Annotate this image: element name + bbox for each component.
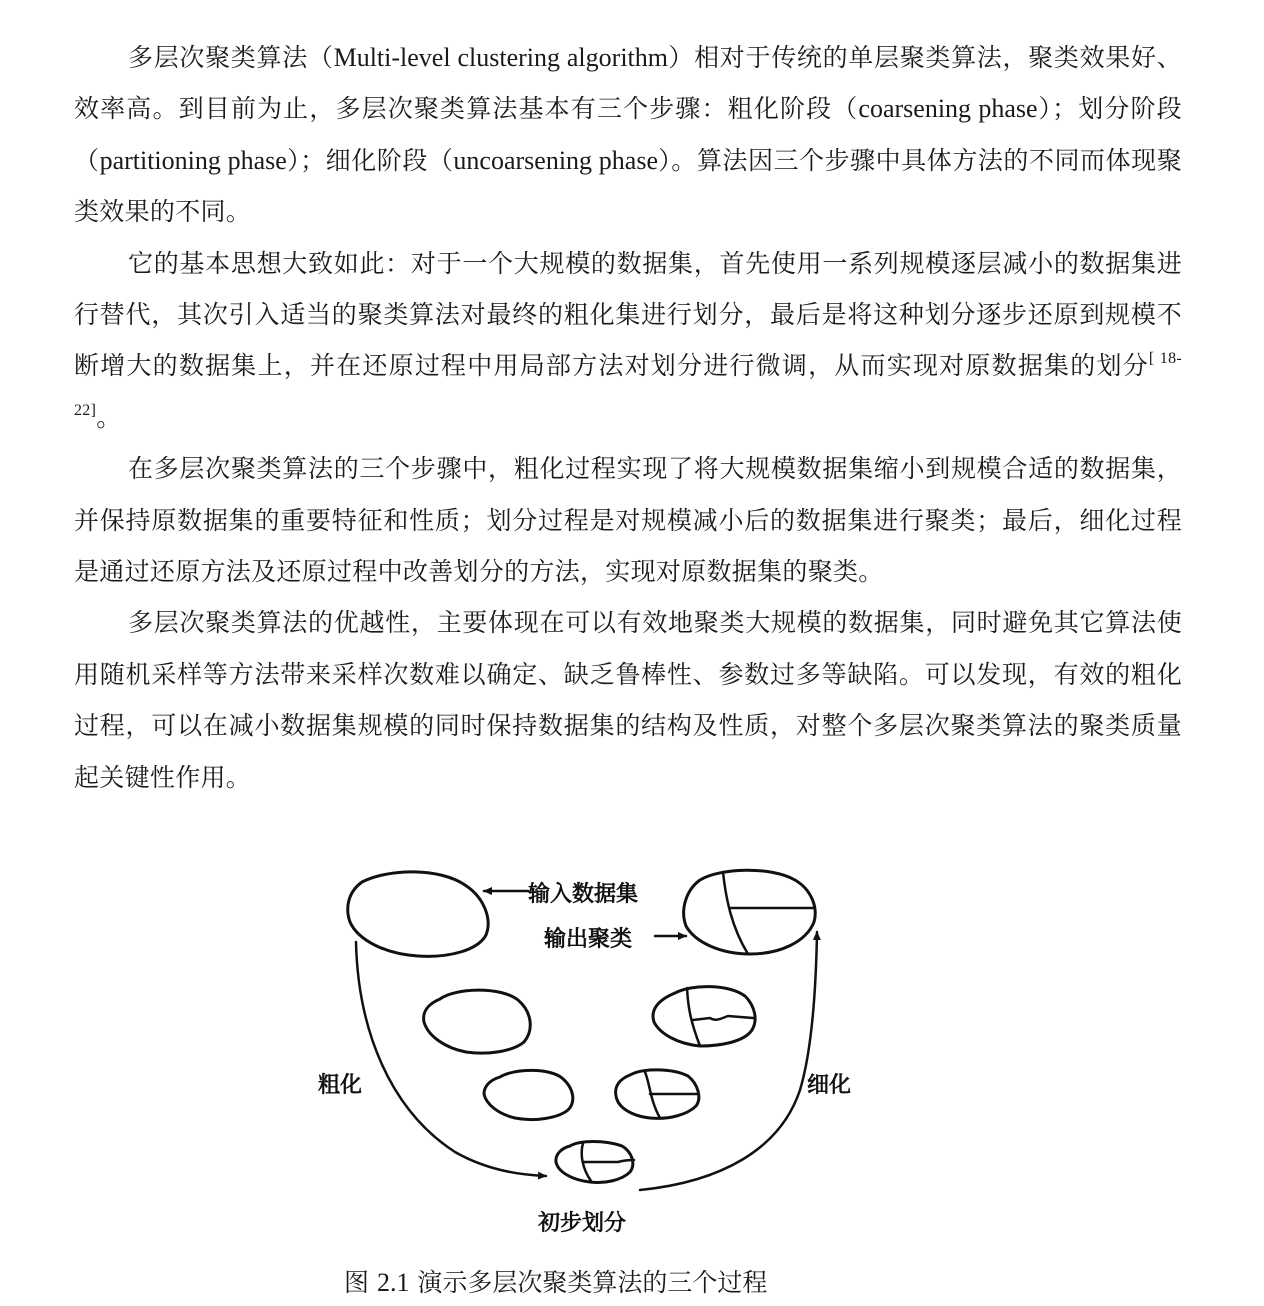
text-run: 它的基本思想大致如此：对于一个大规模的数据集，首先使用一系列规模逐层减小的数据集进行替代，其次引入适当的聚类算法对最终的粗化集进行划分，最后是将这种划分逐步还原到规模不断增大的数据集上，并在还原过程中用局部方法对划分进行微调，从而实现对原数据集的划分	[74, 248, 1182, 381]
output-clusters-ellipse	[684, 870, 816, 954]
caption-prefix: 图	[344, 1268, 377, 1297]
citation-superscript: [ 18-22]	[74, 350, 1182, 419]
diagram-svg	[300, 850, 900, 1250]
coarsened-ellipse-1	[424, 990, 531, 1053]
caption-text: 演示多层次聚类算法的三个过程	[409, 1268, 768, 1297]
figure-caption	[344, 1263, 767, 1299]
uncoarsening-arc	[640, 932, 817, 1190]
latin-term: coarsening phase	[858, 94, 1038, 124]
coarsening-arc	[356, 942, 546, 1176]
text-run: ）相对于传统的单层聚类算法，聚类效果好、效率高。到目前为止，多层次聚类算法基本有三个步骤：粗化阶段（	[74, 43, 1182, 124]
coarsened-ellipse-2	[484, 1070, 573, 1119]
document-page	[74, 32, 1182, 803]
refined-ellipse-2	[616, 1070, 699, 1119]
label-initial-partition: 初步划分	[538, 1211, 627, 1236]
figure-multilevel-clustering	[300, 850, 900, 1250]
text-run: 多层次聚类算法的优越性，主要体现在可以有效地聚类大规模的数据集，同时避免其它算法使用随机采样等方法带来采样次数难以确定、缺乏鲁棒性、参数过多等缺陷。可以发现，有效的粗化过程，可以在减小数据集规模的同时保持数据集的结构及性质，对整个多层次聚类算法的聚类质量起关键性作用。	[74, 608, 1182, 792]
label-input-dataset: 输入数据集	[528, 882, 639, 907]
caption-number: 2.1	[376, 1268, 410, 1297]
initial-partition-ellipse	[556, 1142, 634, 1183]
label-coarsening: 粗化	[318, 1073, 363, 1098]
paragraph-2	[74, 238, 1182, 444]
input-dataset-ellipse	[348, 872, 488, 956]
latin-term: Multi-level clustering algorithm	[333, 43, 668, 72]
text-run: ）。算法因三个步骤中具体方法的不同而体现聚类效果的不同。	[74, 145, 1183, 227]
label-uncoarsening: 细化	[807, 1073, 852, 1098]
text-run: 。	[96, 402, 122, 432]
label-output-clusters: 输出聚类	[544, 927, 633, 952]
text-run: ）；细化阶段（	[286, 145, 454, 175]
refined-ellipse-1	[653, 987, 755, 1046]
paragraph-1	[74, 32, 1182, 238]
text-run: ）；划分阶段（	[74, 94, 1182, 175]
latin-term: uncoarsening phase	[453, 145, 658, 175]
paragraph-3	[74, 443, 1182, 597]
paragraph-4	[74, 597, 1182, 803]
text-run: 在多层次聚类算法的三个步骤中，粗化过程实现了将大规模数据集缩小到规模合适的数据集，并保持原数据集的重要特征和性质；划分过程是对规模减小后的数据集进行聚类；最后，细化过程是通过还原方法及还原过程中改善划分的方法，实现对原数据集的聚类。	[74, 454, 1182, 587]
text-run: 多层次聚类算法（	[128, 43, 334, 72]
latin-term: partitioning phase	[99, 145, 287, 175]
